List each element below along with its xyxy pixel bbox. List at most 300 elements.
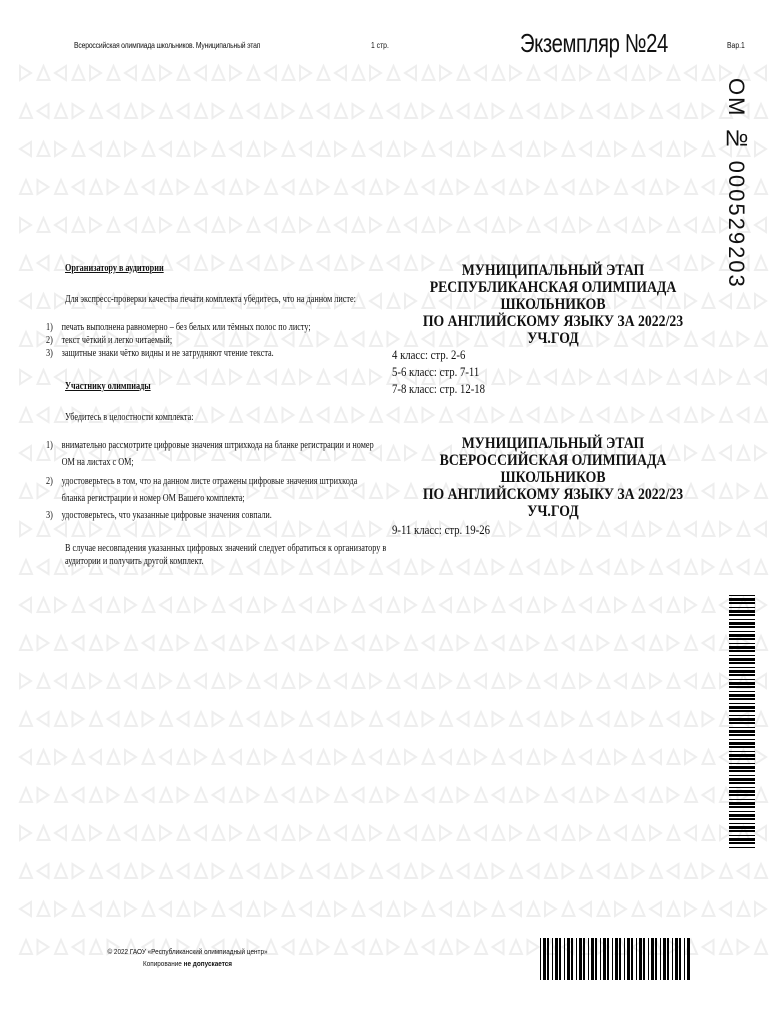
barcode-bar — [567, 938, 570, 980]
watermark-triangle — [475, 902, 486, 916]
barcode-bar — [675, 938, 678, 980]
watermark-triangle — [703, 256, 714, 270]
watermark-triangle — [475, 674, 486, 688]
watermark-triangle — [423, 218, 435, 232]
watermark-triangle — [633, 902, 645, 916]
barcode-bar — [729, 631, 755, 632]
watermark-triangle — [528, 560, 539, 574]
watermark-triangle — [283, 712, 294, 726]
barcode-bar — [636, 938, 637, 980]
watermark-triangle — [668, 104, 679, 118]
watermark-triangle — [318, 750, 330, 764]
watermark-triangle — [703, 826, 715, 840]
barcode-bar — [729, 715, 755, 716]
watermark-triangle — [160, 104, 172, 118]
barcode-bar — [583, 938, 585, 980]
watermark-triangle — [510, 750, 521, 764]
watermark-triangle — [563, 66, 575, 80]
side-barcode — [729, 595, 755, 850]
watermark-triangle — [510, 560, 522, 574]
watermark-triangle — [160, 598, 171, 612]
barcode-bar — [564, 938, 565, 980]
watermark-triangle — [335, 674, 346, 688]
watermark-triangle — [545, 598, 556, 612]
watermark-triangle — [55, 902, 66, 916]
watermark-triangle — [20, 940, 32, 954]
watermark-triangle — [598, 408, 609, 422]
watermark-triangle — [195, 864, 207, 878]
barcode-bar — [729, 782, 755, 784]
barcode-bar — [729, 835, 755, 836]
watermark-triangle — [195, 142, 206, 156]
watermark-triangle — [265, 598, 276, 612]
watermark-triangle — [650, 788, 662, 802]
barcode-bar — [639, 938, 642, 980]
watermark-triangle — [755, 142, 766, 156]
watermark-triangle — [440, 180, 452, 194]
watermark-triangle — [650, 826, 661, 840]
watermark-triangle — [720, 484, 732, 498]
watermark-triangle — [633, 636, 644, 650]
footer-copy-notice: Копирование не допускается — [142, 959, 233, 968]
watermark-triangle — [55, 636, 67, 650]
watermark-triangle — [108, 712, 119, 726]
watermark-triangle — [213, 598, 225, 612]
watermark-triangle — [108, 826, 120, 840]
barcode-bar — [729, 662, 755, 664]
watermark-triangle — [598, 218, 610, 232]
watermark-triangle — [510, 598, 521, 612]
watermark-triangle — [73, 218, 85, 232]
watermark-triangle — [370, 788, 382, 802]
participant-note-continued: аудитории и получить другой комплект. — [65, 556, 204, 567]
watermark-triangle — [668, 66, 680, 80]
watermark-triangle — [528, 826, 540, 840]
watermark-triangle — [90, 104, 102, 118]
watermark-triangle — [563, 104, 574, 118]
watermark-triangle — [493, 408, 504, 422]
watermark-triangle — [528, 636, 539, 650]
watermark-triangle — [335, 104, 347, 118]
barcode-bar — [729, 814, 755, 817]
republic-title-line: ПО АНГЛИЙСКОМУ ЯЗЫКУ ЗА 2022/23 УЧ.ГОД — [422, 313, 684, 347]
watermark-triangle — [90, 180, 102, 194]
watermark-triangle — [318, 66, 330, 80]
watermark-triangle — [528, 712, 539, 726]
watermark-triangle — [160, 750, 171, 764]
watermark-triangle — [300, 788, 312, 802]
participant-item-continued: бланка регистрации и номер ОМ Вашего комплекта; — [61, 493, 245, 504]
watermark-triangle — [178, 712, 189, 726]
watermark-triangle — [475, 940, 487, 954]
watermark-triangle — [458, 940, 469, 954]
watermark-triangle — [20, 636, 32, 650]
barcode-bar — [729, 602, 755, 604]
watermark-triangle — [38, 180, 49, 194]
watermark-triangle — [475, 408, 487, 422]
watermark-triangle — [213, 902, 225, 916]
watermark-triangle — [545, 902, 556, 916]
watermark-triangle — [755, 408, 767, 422]
watermark-triangle — [563, 826, 575, 840]
participant-intro: Убедитесь в целостности комплекта: — [65, 412, 194, 423]
watermark-triangle — [598, 788, 609, 802]
watermark-triangle — [703, 864, 714, 878]
watermark-triangle — [213, 712, 224, 726]
watermark-triangle — [20, 66, 31, 80]
watermark-triangle — [248, 104, 259, 118]
participant-item: 1) внимательно рассмотрите цифровые значения штрихкода на бланке регистрации и номер — [46, 440, 374, 451]
watermark-triangle — [248, 674, 260, 688]
watermark-triangle — [475, 826, 486, 840]
watermark-triangle — [195, 788, 207, 802]
watermark-triangle — [755, 256, 767, 270]
watermark-triangle — [20, 750, 31, 764]
watermark-triangle — [160, 142, 171, 156]
watermark-triangle — [755, 484, 767, 498]
watermark-triangle — [90, 142, 101, 156]
watermark-triangle — [703, 408, 714, 422]
watermark-triangle — [55, 712, 67, 726]
barcode-bar — [729, 790, 755, 793]
watermark-triangle — [213, 218, 225, 232]
watermark-triangle — [283, 902, 295, 916]
watermark-triangle — [580, 104, 592, 118]
watermark-triangle — [685, 598, 696, 612]
watermark-triangle — [125, 104, 137, 118]
watermark-triangle — [440, 864, 452, 878]
barcode-bar — [729, 770, 755, 772]
watermark-triangle — [160, 218, 171, 232]
watermark-triangle — [423, 408, 434, 422]
watermark-triangle — [318, 598, 330, 612]
watermark-triangle — [703, 332, 714, 346]
watermark-triangle — [230, 864, 242, 878]
watermark-triangle — [615, 560, 627, 574]
watermark-triangle — [230, 826, 241, 840]
watermark-triangle — [38, 218, 50, 232]
watermark-triangle — [405, 598, 416, 612]
watermark-triangle — [650, 750, 661, 764]
watermark-triangle — [755, 332, 767, 346]
watermark-triangle — [563, 750, 575, 764]
watermark-triangle — [248, 598, 260, 612]
watermark-triangle — [405, 560, 417, 574]
watermark-triangle — [510, 522, 521, 536]
watermark-triangle — [580, 560, 592, 574]
watermark-triangle — [475, 66, 486, 80]
watermark-triangle — [668, 712, 679, 726]
watermark-triangle — [668, 788, 679, 802]
watermark-triangle — [55, 674, 66, 688]
barcode-bar — [684, 938, 685, 980]
barcode-bar — [729, 818, 755, 820]
watermark-triangle — [493, 636, 504, 650]
barcode-bar — [619, 938, 621, 980]
watermark-triangle — [73, 598, 85, 612]
barcode-bar — [729, 763, 755, 764]
watermark-triangle — [563, 598, 575, 612]
watermark-triangle — [703, 750, 715, 764]
watermark-triangle — [720, 560, 732, 574]
watermark-triangle — [370, 408, 382, 422]
watermark-triangle — [55, 66, 66, 80]
watermark-triangle — [738, 484, 749, 498]
watermark-triangle — [353, 940, 364, 954]
watermark-triangle — [73, 636, 84, 650]
watermark-triangle — [755, 598, 766, 612]
watermark-triangle — [300, 826, 311, 840]
watermark-triangle — [195, 218, 206, 232]
watermark-triangle — [283, 598, 295, 612]
watermark-triangle — [720, 864, 732, 878]
watermark-triangle — [545, 560, 557, 574]
watermark-triangle — [580, 826, 591, 840]
watermark-triangle — [650, 674, 661, 688]
watermark-triangle — [580, 864, 592, 878]
watermark-triangle — [755, 864, 767, 878]
watermark-triangle — [213, 104, 224, 118]
watermark-triangle — [668, 560, 679, 574]
watermark-triangle — [143, 218, 155, 232]
watermark-triangle — [370, 218, 381, 232]
barcode-bar — [729, 595, 755, 596]
watermark-triangle — [563, 180, 574, 194]
watermark-triangle — [108, 598, 120, 612]
footer — [105, 946, 271, 970]
organizer-intro: Для экспресс-проверки качества печати комплекта убедитесь, что на данном листе: — [65, 294, 356, 305]
watermark-triangle — [685, 826, 696, 840]
watermark-triangle — [318, 636, 329, 650]
watermark-triangle — [563, 636, 574, 650]
watermark-triangle — [125, 598, 136, 612]
barcode-bar — [729, 598, 755, 601]
watermark-triangle — [300, 142, 311, 156]
watermark-triangle — [510, 864, 522, 878]
watermark-triangle — [738, 408, 749, 422]
allrussia-title-line: МУНИЦИПАЛЬНЫЙ ЭТАП — [461, 435, 645, 452]
barcode-bar — [729, 638, 755, 640]
watermark-triangle — [633, 598, 645, 612]
watermark-triangle — [213, 864, 224, 878]
watermark-triangle — [668, 902, 680, 916]
watermark-triangle — [545, 66, 556, 80]
grade-pages-line: 7-8 класс: стр. 12-18 — [392, 382, 486, 396]
barcode-bar — [729, 830, 755, 832]
watermark-triangle — [353, 598, 365, 612]
watermark-triangle — [545, 674, 556, 688]
watermark-triangle — [580, 712, 592, 726]
watermark-triangle — [440, 104, 452, 118]
watermark-triangle — [20, 142, 31, 156]
watermark-triangle — [598, 370, 610, 384]
watermark-triangle — [125, 712, 137, 726]
watermark-triangle — [580, 408, 592, 422]
watermark-triangle — [230, 636, 242, 650]
watermark-triangle — [90, 902, 101, 916]
watermark-triangle — [370, 256, 382, 270]
watermark-triangle — [668, 218, 680, 232]
watermark-triangle — [73, 788, 84, 802]
watermark-triangle — [143, 142, 155, 156]
watermark-triangle — [405, 750, 416, 764]
watermark-triangle — [703, 294, 715, 308]
watermark-triangle — [475, 180, 487, 194]
watermark-triangle — [178, 218, 190, 232]
watermark-triangle — [38, 104, 49, 118]
watermark-triangle — [213, 180, 224, 194]
watermark-triangle — [493, 66, 505, 80]
barcode-bar — [729, 622, 755, 625]
watermark-triangle — [510, 636, 522, 650]
barcode-bar — [607, 938, 609, 980]
barcode-bar — [729, 799, 755, 800]
om-number-vertical: ОМ № 000529203 — [724, 78, 749, 289]
watermark-triangle — [335, 712, 347, 726]
watermark-triangle — [388, 142, 400, 156]
watermark-triangle — [55, 788, 67, 802]
barcode-bar — [729, 670, 755, 673]
watermark-triangle — [318, 940, 329, 954]
watermark-triangle — [20, 598, 31, 612]
watermark-triangle — [650, 104, 662, 118]
barcode-bar — [667, 938, 669, 980]
watermark-triangle — [685, 712, 697, 726]
watermark-triangle — [38, 598, 50, 612]
watermark-triangle — [388, 598, 400, 612]
watermark-triangle — [178, 598, 190, 612]
watermark-triangle — [55, 218, 66, 232]
watermark-triangle — [230, 598, 241, 612]
watermark-triangle — [685, 674, 696, 688]
watermark-triangle — [650, 636, 662, 650]
watermark-triangle — [633, 826, 645, 840]
organizer-title: Организатору в аудитории — [65, 263, 164, 274]
watermark-triangle — [458, 674, 470, 688]
watermark-triangle — [335, 826, 346, 840]
participant-item: 3) удостоверьтесь, что указанные цифровые значения совпали. — [46, 510, 272, 521]
header-olympiad-line: Всероссийская олимпиада школьников. Муниципальный этап — [74, 41, 261, 50]
watermark-triangle — [493, 750, 505, 764]
watermark-triangle — [440, 940, 452, 954]
watermark-triangle — [230, 104, 242, 118]
watermark-triangle — [230, 750, 241, 764]
watermark-triangle — [458, 180, 469, 194]
watermark-triangle — [703, 180, 714, 194]
watermark-triangle — [650, 180, 662, 194]
watermark-triangle — [125, 902, 136, 916]
watermark-triangle — [300, 104, 312, 118]
watermark-triangle — [38, 902, 50, 916]
watermark-triangle — [405, 864, 417, 878]
watermark-triangle — [458, 750, 470, 764]
watermark-triangle — [423, 712, 434, 726]
barcode-bar — [729, 607, 755, 608]
watermark-triangle — [300, 218, 311, 232]
watermark-triangle — [738, 940, 749, 954]
watermark-triangle — [283, 66, 295, 80]
watermark-triangle — [73, 180, 84, 194]
barcode-bar — [543, 938, 546, 980]
watermark-triangle — [335, 902, 346, 916]
watermark-triangle — [755, 826, 766, 840]
barcode-bar — [729, 626, 755, 628]
barcode-bar — [729, 710, 755, 712]
watermark-triangle — [55, 598, 66, 612]
watermark-triangle — [598, 750, 610, 764]
watermark-triangle — [440, 712, 452, 726]
watermark-triangle — [213, 826, 225, 840]
watermark-triangle — [458, 902, 470, 916]
watermark-triangle — [265, 750, 276, 764]
watermark-triangle — [405, 788, 417, 802]
watermark-triangle — [388, 864, 399, 878]
watermark-triangle — [598, 712, 609, 726]
watermark-triangle — [160, 66, 171, 80]
watermark-triangle — [300, 598, 311, 612]
watermark-triangle — [755, 712, 767, 726]
watermark-triangle — [160, 674, 171, 688]
watermark-triangle — [370, 712, 382, 726]
allrussia-title-line: ПО АНГЛИЙСКОМУ ЯЗЫКУ ЗА 2022/23 УЧ.ГОД — [422, 486, 684, 520]
watermark-triangle — [370, 902, 381, 916]
watermark-triangle — [318, 712, 329, 726]
watermark-triangle — [423, 560, 434, 574]
barcode-bar — [729, 806, 755, 808]
watermark-triangle — [615, 788, 627, 802]
watermark-triangle — [633, 408, 644, 422]
watermark-triangle — [318, 826, 330, 840]
watermark-triangle — [55, 940, 67, 954]
watermark-triangle — [615, 902, 626, 916]
watermark-triangle — [685, 370, 696, 384]
watermark-triangle — [353, 142, 365, 156]
watermark-triangle — [90, 218, 101, 232]
watermark-triangle — [108, 104, 119, 118]
watermark-triangle — [650, 902, 661, 916]
watermark-triangle — [125, 66, 136, 80]
watermark-triangle — [703, 104, 714, 118]
watermark-triangle — [615, 142, 626, 156]
watermark-triangle — [283, 142, 295, 156]
watermark-triangle — [703, 218, 715, 232]
watermark-triangle — [545, 712, 557, 726]
watermark-triangle — [160, 712, 172, 726]
watermark-triangle — [510, 788, 522, 802]
watermark-triangle — [545, 788, 557, 802]
watermark-triangle — [38, 66, 50, 80]
barcode-bar — [729, 610, 755, 613]
barcode-bar — [729, 842, 755, 844]
watermark-triangle — [703, 902, 715, 916]
watermark-triangle — [685, 864, 697, 878]
watermark-triangle — [405, 636, 417, 650]
watermark-triangle — [440, 902, 451, 916]
watermark-triangle — [90, 598, 101, 612]
barcode-bar — [729, 742, 755, 745]
watermark-triangle — [405, 66, 416, 80]
barcode-bar — [729, 826, 755, 829]
watermark-triangle — [685, 750, 696, 764]
watermark-triangle — [370, 940, 382, 954]
watermark-triangle — [300, 940, 312, 954]
watermark-triangle — [545, 370, 556, 384]
watermark-triangle — [353, 902, 365, 916]
watermark-triangle — [668, 408, 679, 422]
watermark-triangle — [650, 218, 661, 232]
watermark-triangle — [598, 636, 609, 650]
watermark-triangle — [388, 788, 399, 802]
